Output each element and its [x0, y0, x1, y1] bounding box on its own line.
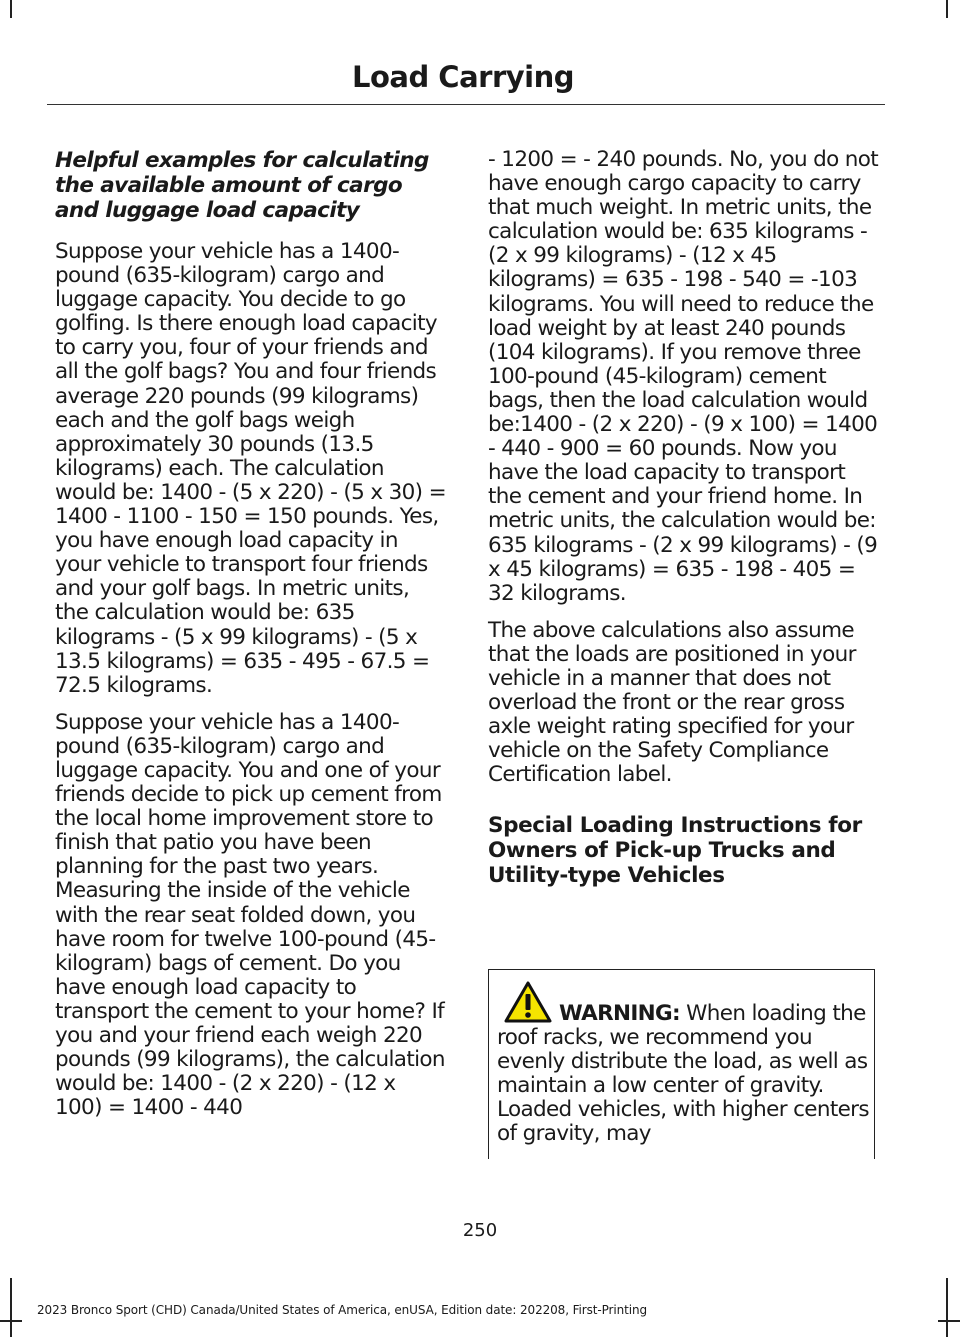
special-loading-heading: Special Loading Instructions for Owners of Pick-up Trucks and Utility-type Vehicles: [488, 813, 862, 889]
crop-mark-top-left: [10, 0, 12, 18]
warning-label: WARNING:: [559, 1001, 680, 1026]
axle-assumption-paragraph: The above calculations also assume that the loads are positioned in your vehicle in a manner that does not overload the front or the rear gross axle weight rating specified for your vehicle on the Safety Compliance Certification label.: [488, 617, 856, 788]
header-divider: [47, 104, 885, 105]
cement-example-continued-paragraph: - 1200 = - 240 pounds. No, you do not have enough cargo capacity to carry that much weight. In metric units, the calculation would be: 635 kilograms - (2 x 99 kilograms) - (12 x 45 kilograms) = 635 - 198 - 540 = -103 kilograms. You will need to reduce the load weight by at least 240 pounds (104 kilograms). If you remove three 100-pound (45-kilogram) cement bags, then the load calculation would be:1400 - (2 x 220) - (9 x 100) = 1400 - 440 - 900 = 60 pounds. Now you have the load capacity to transport the cement and your friend home. In metric units, the calculation would be: 635 kilograms - (2 x 99 kilograms) - (9 x 45 kilograms) = 635 - 198 - 405 = 32 kilograms.: [488, 147, 879, 606]
page-header-title: Load Carrying: [351, 60, 574, 94]
crop-mark-top-right: [946, 0, 948, 18]
page-number: 250: [462, 1220, 498, 1241]
warning-body: When loading the roof racks, we recommend you evenly distribute the load, as well as maintain a low center of gravity. Loaded vehicles, with higher centers of gravity, may: [497, 1001, 869, 1147]
crop-mark-bottom-left-v: [10, 1278, 12, 1337]
crop-mark-bottom-left-h: [0, 1320, 22, 1322]
cement-example-paragraph: Suppose your vehicle has a 1400-pound (635-kilogram) cargo and luggage capacity. You and one of your friends decide to pick up cement from the local home improvement store to finish that patio you have been planning for the past two years. Measuring the inside of the vehicle with the rear seat folded down, you have room for twelve 100-pound (45-kilogram) bags of cement. Do you have enough load capacity to transport the cement to your home? If you and your friend each weigh 220 pounds (99 kilograms), the calculation would be: 1400 - (2 x 220) - (12 x 100) = 1400 - 440: [55, 709, 445, 1121]
golf-example-paragraph: Suppose your vehicle has a 1400-pound (635-kilogram) cargo and luggage capacity. You decide to go golfing. Is there enough load capacity to carry you, four of your friends and all the golf bags? You and four friends average 220 pounds (99 kilograms) each and the golf bags weigh approximately 30 pounds (13.5 kilograms) each. The calculation would be: 1400 - (5 x 220) - (5 x 30) = 1400 - 1100 - 150 = 150 pounds. Yes, you have enough load capacity in your vehicle to transport four friends and your golf bags. In metric units, the calculation would be: 635 kilograms - (5 x 99 kilograms) - (5 x 13.5 kilograms) = 635 - 495 - 67.5 = 72.5 kilograms.: [55, 239, 446, 698]
warning-text: [497, 1002, 869, 1147]
crop-mark-bottom-right-h: [938, 1320, 960, 1322]
left-column: [55, 148, 448, 1133]
right-column: [488, 148, 883, 888]
footer-edition-info: 2023 Bronco Sport (CHD) Canada/United States of America, enUSA, Edition date: 202208, First-Printing: [37, 1303, 647, 1317]
examples-heading: Helpful examples for calculating the available amount of cargo and luggage load capacity: [55, 148, 429, 223]
warning-box: [488, 969, 875, 1159]
crop-mark-bottom-right-v: [946, 1278, 948, 1337]
